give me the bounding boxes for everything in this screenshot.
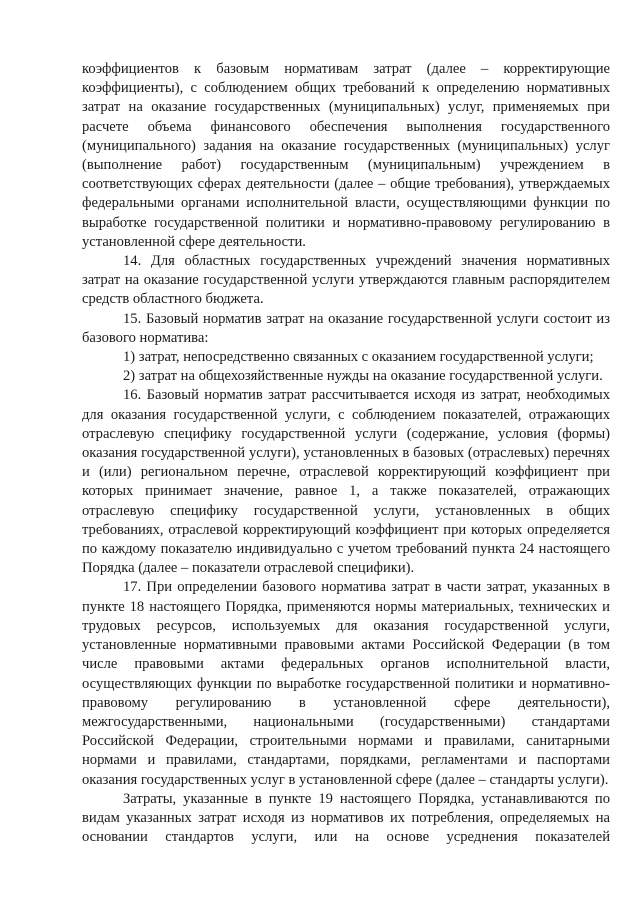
paragraph-continuation: коэффициентов к базовым нормативам затрат (далее – корректирующие коэффициенты), с соблюдением общих требований к определению нормативных затрат на оказание государственных (муниципальных) услуг, применяемых при расчете объема финансового обеспечения выполнения государственного (муниципального) задания на оказание государственных (муниципальных) услуг (выполнение работ) государственным (муниципальным) учреждением в соответствующих сферах деятельности (далее – общие требования), утверждаемых федеральными органами исполнительной власти, осуществляющими функции по выработке государственной политики и нормативно-правовому регулированию в установленной сфере деятельности.: [82, 61, 610, 250]
paragraph-15: 15. Базовый норматив затрат на оказание государственной услуги состоит из базового норматива:: [82, 310, 610, 346]
paragraph-15-item-1: 1) затрат, непосредственно связанных с оказанием государственной услуги;: [123, 349, 594, 366]
paragraph-14: 14. Для областных государственных учреждений значения нормативных затрат на оказание государственной услуги утверждаются главным распорядителем средств областного бюджета.: [82, 253, 610, 308]
paragraph-15-item-2: 2) затрат на общехозяйственные нужды на оказание государственной услуги.: [123, 368, 603, 385]
paragraph-16: 16. Базовый норматив затрат рассчитывается исходя из затрат, необходимых для оказания государственной услуги, с соблюдением показателей, отражающих отраслевую специфику государственной услуги (содержание, условия (формы) оказания государственной услуги), установленных в базовых (отраслевых) перечнях и (или) региональном перечне, отраслевой корректирующий коэффициент при которых принимает значение, равное 1, а также показателей, отражающих отраслевую специфику государственной услуги, установленных в общих требованиях, отраслевой корректирующий коэффициент при которых определяется по каждому показателю индивидуально с учетом требований пункта 24 настоящего Порядка (далее – показатели отраслевой специфики).: [82, 387, 610, 577]
paragraph-17: 17. При определении базового норматива затрат в части затрат, указанных в пункте 18 настоящего Порядка, применяются нормы материальных, технических и трудовых ресурсов, используемых для оказания государственной услуги, установленные нормативными правовыми актами Российской Федерации (в том числе правовыми актами федеральных органов исполнительной власти, осуществляющих функции по выработке государственной политики и нормативно-правовому регулированию в установленной сфере деятельности), межгосударственными, национальными (государственными) стандартами Российской Федерации, строительными нормами и правилами, санитарными нормами и правилами, стандартами, порядками, регламентами и паспортами оказания государственных услуг в установленной сфере (далее – стандарты услуги).: [82, 579, 610, 788]
document-page: [82, 60, 610, 847]
paragraph-expenses: Затраты, указанные в пункте 19 настоящего Порядка, устанавливаются по видам указанных затрат исходя из нормативов их потребления, определяемых на основании стандартов услуги, или на основе усреднения показателей: [82, 790, 610, 846]
